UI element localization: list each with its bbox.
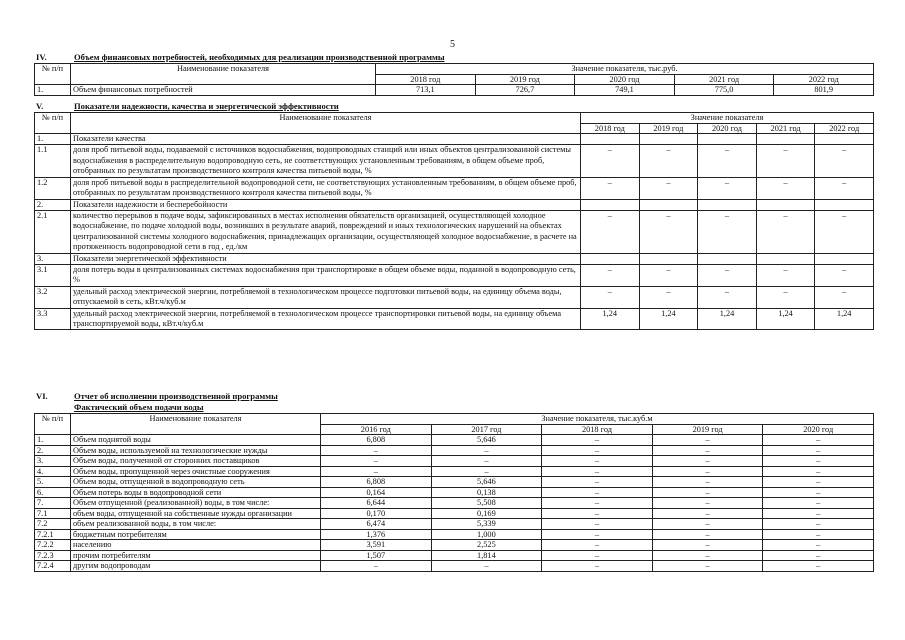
table-row [35,498,874,509]
col-header-year: 2018 год [581,123,640,134]
empty-cell [815,253,874,264]
col-header-year: 2016 год [321,424,432,435]
value-cell: – [763,508,874,519]
section-financial-needs [34,52,874,96]
empty-cell [815,134,874,145]
col-header-year: 2021 год [756,123,815,134]
value-cell: – [763,540,874,551]
value-cell: – [321,445,432,456]
row-label: удельный расход электрической энергии, потребляемой в технологическом процессе транспортировки питьевой воды, на единицу объема транспортируемой воды, кВт.ч/куб.м [71,308,581,330]
value-cell: – [698,264,757,286]
section-header [34,52,874,63]
value-cell: – [763,519,874,530]
value-cell: 801,9 [774,85,874,96]
col-header-name: Наименование показателя [71,414,321,435]
value-cell: 1,000 [431,529,542,540]
col-header-number: № п/п [35,414,71,435]
section-reliability-quality [34,101,874,330]
table-row [35,540,874,551]
value-cell: – [756,264,815,286]
row-number: 6. [35,487,71,498]
empty-cell [639,134,698,145]
value-cell: – [698,210,757,253]
value-cell: – [542,561,653,572]
value-cell: – [763,561,874,572]
row-number: 1.1 [35,145,71,177]
table-row [35,561,874,572]
row-number: 1. [35,85,71,96]
row-number: 7.2.3 [35,550,71,561]
value-cell: – [542,456,653,467]
section-header [34,101,874,112]
value-cell: – [815,177,874,199]
empty-cell [756,253,815,264]
value-cell: – [542,550,653,561]
row-number: 7.2.4 [35,561,71,572]
row-number: 3.2 [35,286,71,308]
row-number: 3. [35,456,71,467]
value-cell: – [321,561,432,572]
value-cell: – [542,445,653,456]
empty-cell [581,199,640,210]
row-label: объем воды, отпущенной на собственные нужды организации [71,508,321,519]
table-header-row [35,414,874,425]
value-cell: – [431,466,542,477]
empty-cell [698,134,757,145]
col-header-number: № п/п [35,64,71,85]
value-cell: 5,339 [431,519,542,530]
table-row [35,286,874,308]
value-cell: – [698,145,757,177]
value-cell: – [639,264,698,286]
section-program-report [34,391,874,572]
table-row [35,445,874,456]
value-cell: 1,24 [756,308,815,330]
col-header-year: 2020 год [575,74,675,85]
row-label: доля потерь воды в централизованных системах водоснабжения при транспортировке в общем объеме воды, поданной в водопроводную сеть, % [71,264,581,286]
table-row [35,477,874,488]
value-cell: 6,474 [321,519,432,530]
value-cell: 726,7 [475,85,575,96]
value-cell: – [815,264,874,286]
value-cell: 749,1 [575,85,675,96]
table-header-row [35,64,874,75]
value-cell: 6,808 [321,435,432,446]
value-cell: – [815,286,874,308]
row-number: 7.2 [35,519,71,530]
value-cell: – [542,487,653,498]
table-row [35,145,874,177]
row-number: 3.1 [35,264,71,286]
value-cell: 5,646 [431,435,542,446]
value-cell: 5,508 [431,498,542,509]
row-number: 1. [35,134,71,145]
value-cell: 0,169 [431,508,542,519]
section-title: Показатели надежности, качества и энергетической эффективности [74,101,339,111]
value-cell: – [756,286,815,308]
empty-cell [581,134,640,145]
value-cell: – [542,477,653,488]
row-number: 3. [35,253,71,264]
value-cell: – [652,561,763,572]
value-cell: – [321,466,432,477]
row-label: Объем потерь воды в водопроводной сети [71,487,321,498]
row-group-label: Показатели энергетической эффективности [71,253,581,264]
value-cell: – [542,435,653,446]
value-cell: – [815,145,874,177]
row-number: 2. [35,199,71,210]
table-row [35,550,874,561]
table-row [35,264,874,286]
value-cell: 6,808 [321,477,432,488]
col-header-value: Значение показателя, тыс.руб. [376,64,874,75]
empty-cell [698,199,757,210]
value-cell: – [321,456,432,467]
col-header-year: 2020 год [763,424,874,435]
row-label: другим водопроводам [71,561,321,572]
col-header-value: Значение показателя, тыс.куб.м [321,414,874,425]
value-cell: – [431,445,542,456]
row-label: Объем отпущенной (реализованной) воды, в том числе: [71,498,321,509]
value-cell: – [542,529,653,540]
row-label: Объем воды, используемой на технологические нужды [71,445,321,456]
col-header-name: Наименование показателя [71,64,376,85]
row-label: количество перерывов в подаче воды, зафиксированных в местах исполнения обязательств организацией, осуществляющей холодное водоснабжение, по подаче холодной воды, возникших в результате аварий, повреждений и иных технологических нарушений на объектах централизованной системы холодного водоснабжения, принадлежащих организации, осуществляющей холодное водоснабжение, в расчете на протяженность водопроводной сети в год , ед./км [71,210,581,253]
value-cell: – [542,519,653,530]
section-header [34,391,874,402]
value-cell: 1,24 [815,308,874,330]
row-number: 1. [35,435,71,446]
financial-needs-table [34,63,874,96]
value-cell: – [763,550,874,561]
row-label: Объем воды, отпущенной в водопроводную сеть [71,477,321,488]
value-cell: – [763,487,874,498]
row-label: удельный расход электрической энергии, потребляемой в технологическом процессе подготовки питьевой воды, на единицу объема воды, отпускаемой в сеть, кВт.ч/куб.м [71,286,581,308]
value-cell: 713,1 [376,85,476,96]
empty-cell [698,253,757,264]
value-cell: 1,814 [431,550,542,561]
row-label: доля проб питьевой воды в распределительной водопроводной сети, не соответствующих установленным требованиям, в общем объеме проб, отобранных по результатам производственного контроля качества питьевой воды, % [71,177,581,199]
value-cell: – [652,529,763,540]
empty-cell [639,253,698,264]
value-cell: – [763,498,874,509]
row-number: 1.2 [35,177,71,199]
page-number: 5 [450,39,455,50]
value-cell: – [763,445,874,456]
value-cell: – [639,210,698,253]
value-cell: – [815,210,874,253]
table-row [35,456,874,467]
value-cell: – [652,456,763,467]
value-cell: – [581,286,640,308]
value-cell: – [756,177,815,199]
table-row [35,529,874,540]
reliability-table [34,112,874,330]
value-cell: 2,525 [431,540,542,551]
row-label: Объем поднятой воды [71,435,321,446]
table-row [35,210,874,253]
row-label: Объем финансовых потребностей [71,85,376,96]
value-cell: – [639,145,698,177]
value-cell: – [698,286,757,308]
value-cell: – [652,487,763,498]
row-number: 2. [35,445,71,456]
col-header-value: Значение показателя [581,113,874,124]
table-row [35,177,874,199]
value-cell: – [652,508,763,519]
value-cell: – [763,529,874,540]
row-number: 7.2.2 [35,540,71,551]
water-supply-table [34,413,874,572]
row-label: объем реализованной воды, в том числе: [71,519,321,530]
table-row [35,85,874,96]
table-row [35,435,874,446]
value-cell: – [639,286,698,308]
col-header-name: Наименование показателя [71,113,581,134]
col-header-year: 2018 год [542,424,653,435]
value-cell: 0,170 [321,508,432,519]
table-row [35,508,874,519]
value-cell: – [652,445,763,456]
empty-cell [815,199,874,210]
col-header-year: 2019 год [639,123,698,134]
row-group-label: Показатели надежности и бесперебойности [71,199,581,210]
row-label: Объем воды, пропущенной через очистные сооружения [71,466,321,477]
row-label: бюджетным потребителям [71,529,321,540]
row-number: 3.3 [35,308,71,330]
value-cell: – [652,540,763,551]
table-row [35,308,874,330]
value-cell: – [542,466,653,477]
value-cell: – [652,477,763,488]
value-cell: – [542,498,653,509]
row-number: 7.2.1 [35,529,71,540]
col-header-year: 2018 год [376,74,476,85]
row-number: 7.1 [35,508,71,519]
col-header-year: 2020 год [698,123,757,134]
empty-cell [581,253,640,264]
empty-cell [639,199,698,210]
value-cell: – [581,264,640,286]
row-label: прочим потребителям [71,550,321,561]
value-cell: 1,24 [639,308,698,330]
row-number: 5. [35,477,71,488]
row-number: 4. [35,466,71,477]
value-cell: – [756,210,815,253]
value-cell: – [698,177,757,199]
table-header-row [35,113,874,124]
value-cell: 0,164 [321,487,432,498]
value-cell: – [652,519,763,530]
value-cell: 1,507 [321,550,432,561]
value-cell: – [431,456,542,467]
row-number: 7. [35,498,71,509]
value-cell: 1,376 [321,529,432,540]
row-label: Объем воды, полученной от сторонних поставщиков [71,456,321,467]
row-group-label: Показатели качества [71,134,581,145]
table-row [35,487,874,498]
value-cell: – [581,177,640,199]
value-cell: – [763,477,874,488]
value-cell: – [639,177,698,199]
col-header-number: № п/п [35,113,71,134]
col-header-year: 2019 год [475,74,575,85]
value-cell: – [756,145,815,177]
section-roman-number: VI. [36,391,48,401]
value-cell: – [652,435,763,446]
value-cell: – [542,508,653,519]
value-cell: – [763,466,874,477]
section-subtitle: Фактический объем подачи воды [74,402,204,412]
value-cell: 0,138 [431,487,542,498]
value-cell: – [581,210,640,253]
section-title: Объем финансовых потребностей, необходимых для реализации производственной программы [74,52,445,62]
empty-cell [756,199,815,210]
value-cell: – [431,561,542,572]
value-cell: 5,646 [431,477,542,488]
col-header-year: 2017 год [431,424,542,435]
col-header-year: 2021 год [674,74,774,85]
col-header-year: 2022 год [774,74,874,85]
value-cell: – [763,435,874,446]
value-cell: – [542,540,653,551]
table-row [35,519,874,530]
section-title: Отчет об исполнении производственной программы [74,391,278,401]
row-label: доля проб питьевой воды, подаваемой с источников водоснабжения, водопроводных станций или иных объектов централизованной системы водоснабжения в распределительную водопроводную сеть, не соответствующих установленным требованиям, в общем объеме проб, отобранных по результатам производственного контроля качества питьевой воды, % [71,145,581,177]
value-cell: – [581,145,640,177]
section-roman-number: IV. [36,52,47,62]
table-row [35,134,874,145]
value-cell: – [652,466,763,477]
section-roman-number: V. [36,101,44,111]
value-cell: – [652,550,763,561]
table-row [35,253,874,264]
row-number: 2.1 [35,210,71,253]
empty-cell [756,134,815,145]
col-header-year: 2022 год [815,123,874,134]
col-header-year: 2019 год [652,424,763,435]
row-label: населению [71,540,321,551]
value-cell: – [763,456,874,467]
value-cell: 1,24 [581,308,640,330]
value-cell: 775,0 [674,85,774,96]
value-cell: 6,644 [321,498,432,509]
table-row [35,199,874,210]
value-cell: 3,591 [321,540,432,551]
table-row [35,466,874,477]
value-cell: – [652,498,763,509]
value-cell: 1,24 [698,308,757,330]
